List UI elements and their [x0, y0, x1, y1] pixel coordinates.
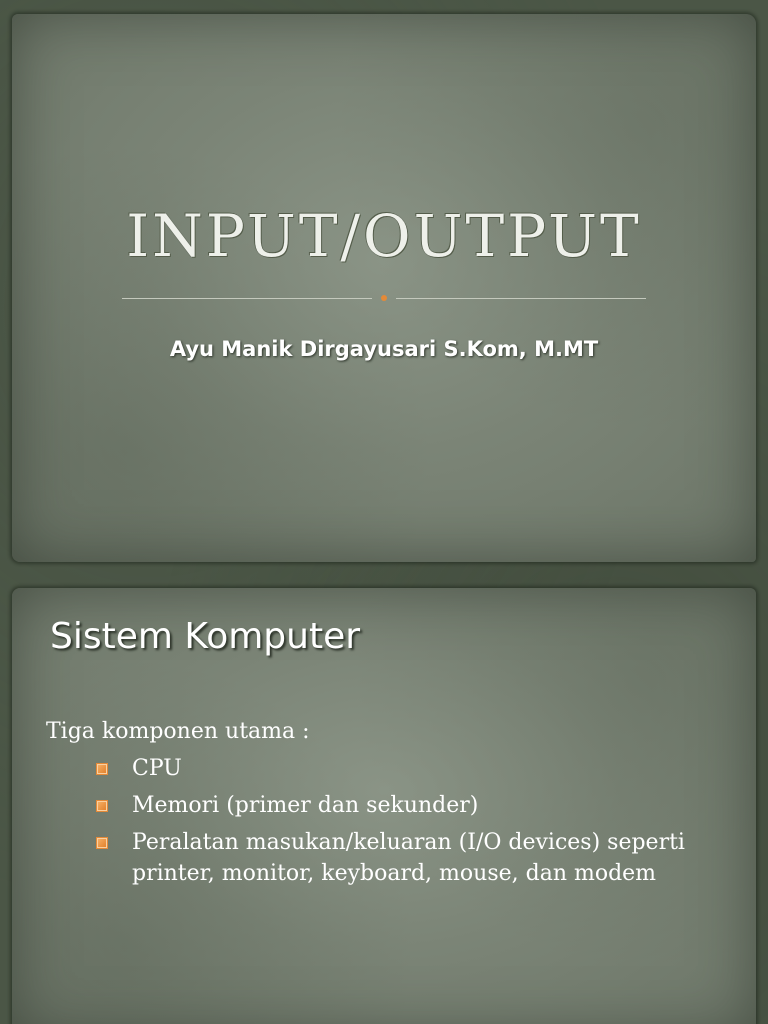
content-slide: [12, 588, 756, 1024]
slide-subtitle: Ayu Manik Dirgayusari S.Kom, M.MT: [169, 337, 599, 361]
list-item-text: CPU: [132, 756, 182, 781]
square-bullet-icon: [96, 800, 108, 812]
list-item: [96, 827, 716, 889]
list-item: [96, 790, 716, 821]
content-slide-title: Sistem Komputer: [50, 616, 361, 657]
list-item: [96, 753, 716, 784]
content-body: [46, 716, 716, 895]
list-item-text: Memori (primer dan sekunder): [132, 793, 479, 818]
intro-text: Tiga komponen utama :: [46, 719, 310, 744]
square-bullet-icon: [96, 763, 108, 775]
title-divider: [122, 298, 646, 300]
bullet-list: [46, 753, 716, 889]
square-bullet-icon: [96, 837, 108, 849]
list-item-text: Peralatan masukan/keluaran (I/O devices) seperti printer, monitor, keyboard, mouse, dan modem: [132, 830, 685, 886]
divider-line-right: [396, 298, 646, 299]
divider-line-left: [122, 298, 372, 299]
title-slide: [12, 14, 756, 562]
slide-title: INPUT/OUTPUT: [126, 202, 642, 270]
divider-dot-icon: [381, 295, 387, 301]
